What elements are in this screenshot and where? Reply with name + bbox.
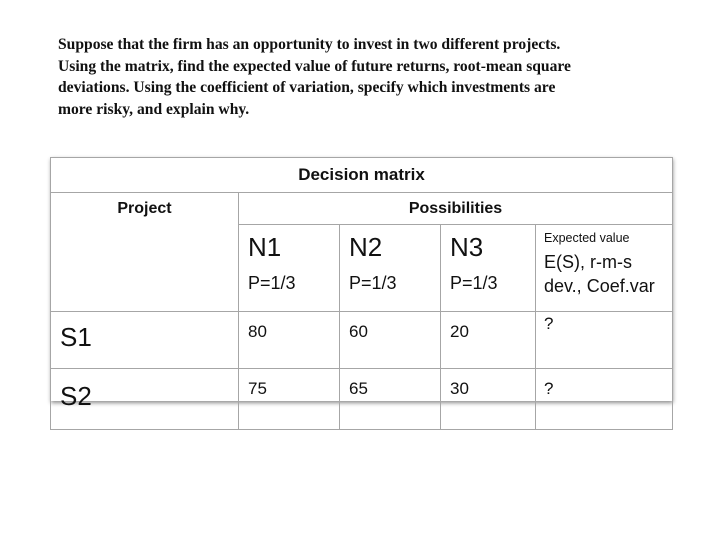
state-name: N2 — [349, 232, 383, 262]
project-name: S2 — [51, 369, 239, 430]
result-placeholder: ? — [536, 312, 673, 369]
state-name: N1 — [248, 232, 282, 262]
state-n2-cell — [340, 225, 441, 312]
payoff-value: 65 — [340, 369, 441, 430]
project-name: S1 — [51, 312, 239, 369]
state-probability: P=1/3 — [349, 273, 397, 293]
payoff-value: 30 — [441, 369, 536, 430]
expected-value-header — [536, 225, 673, 312]
decision-matrix — [50, 157, 672, 411]
result-placeholder: ? — [536, 369, 673, 430]
state-probability: P=1/3 — [248, 273, 296, 293]
problem-line: deviations. Using the coefficient of variation, specify which investments are — [58, 79, 556, 97]
expected-value-title: Expected value — [544, 231, 630, 245]
project-header: Project — [51, 193, 239, 312]
possibilities-header: Possibilities — [239, 193, 673, 225]
payoff-value: 20 — [441, 312, 536, 369]
problem-statement — [58, 34, 668, 120]
payoff-value: 80 — [239, 312, 340, 369]
expected-value-description: E(S), r-m-s dev., Coef.var — [544, 252, 655, 296]
decision-matrix-table — [50, 157, 673, 430]
payoff-value: 60 — [340, 312, 441, 369]
state-n3-cell — [441, 225, 536, 312]
table-row — [51, 369, 673, 430]
problem-line: Using the matrix, find the expected value of future returns, root-mean square — [58, 57, 571, 75]
payoff-value: 75 — [239, 369, 340, 430]
state-probability: P=1/3 — [450, 273, 498, 293]
table-row — [51, 312, 673, 369]
state-n1-cell — [239, 225, 340, 312]
problem-line: more risky, and explain why. — [58, 100, 250, 118]
problem-line: Suppose that the firm has an opportunity to invest in two different projects. — [58, 36, 561, 53]
state-name: N3 — [450, 232, 484, 262]
matrix-title: Decision matrix — [51, 158, 673, 193]
